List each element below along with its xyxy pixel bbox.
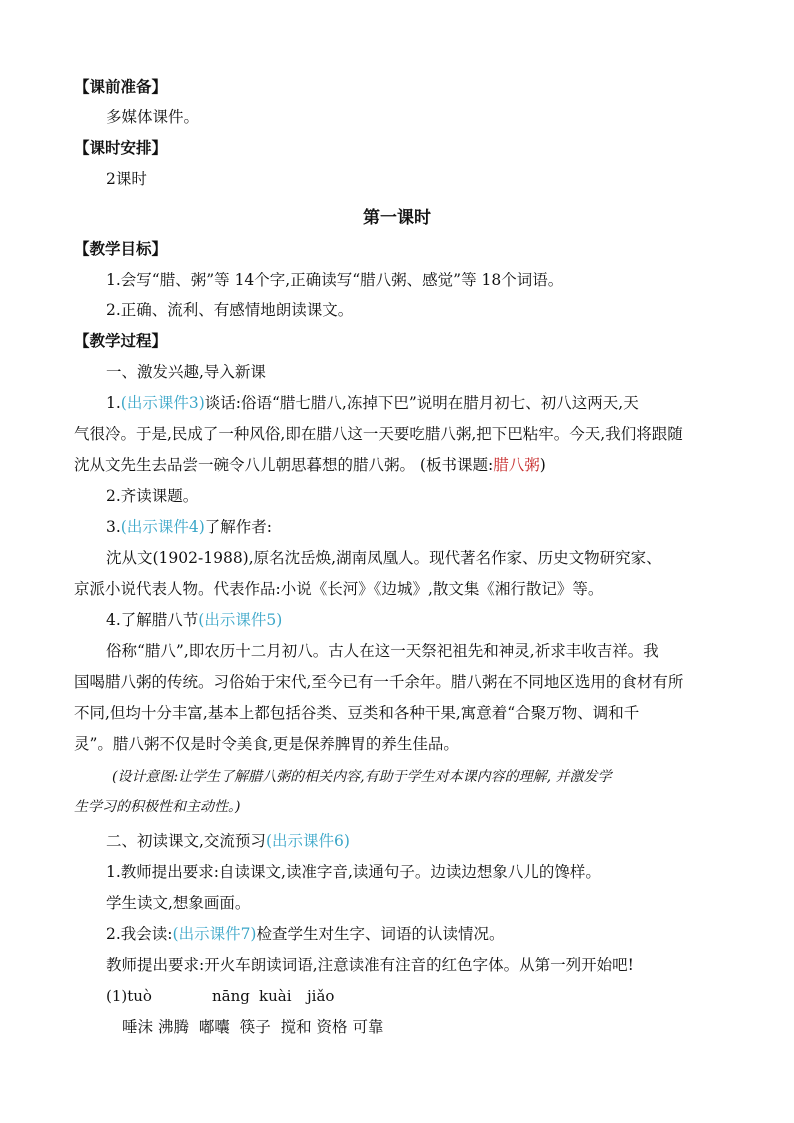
festival-line-3: 不同,但均十分丰富,基本上都包括谷类、豆类和各种干果,寓意着“合聚万物、调和千 <box>74 704 640 722</box>
step-4 <box>106 610 282 630</box>
step-1-line-1 <box>106 393 639 413</box>
section-2-text: 二、初读课文,交流预习 <box>106 832 266 850</box>
vocab-word: 搅和 <box>280 1018 312 1036</box>
read-step-3-suffix: 检查学生对生字、词语的认读情况。 <box>256 925 505 943</box>
vocab-word: 筷子 <box>239 1018 271 1036</box>
vocab-row <box>122 1017 384 1037</box>
read-step-3-prefix: 2.我会读: <box>106 925 173 943</box>
author-line-1: 沈从文(1902-1988),原名沈岳焕,湖南凤凰人。现代著名作家、历史文物研究家、 <box>106 549 662 567</box>
step-2: 2.齐读课题。 <box>106 487 199 505</box>
step-1-text-a: 谈话:俗语“腊七腊八,冻掉下巴”说明在腊月初七、初八这两天,天 <box>204 394 639 412</box>
prep-text: 多媒体课件。 <box>106 108 200 126</box>
step-3 <box>106 517 272 537</box>
festival-line-1: 俗称“腊八”,即农历十二月初八。古人在这一天祭祀祖先和神灵,祈求丰收吉祥。我 <box>106 642 659 660</box>
vocab-word: 可靠 <box>352 1018 384 1036</box>
courseware-6-tag: (出示课件6) <box>265 832 350 850</box>
step-3-suffix: 了解作者: <box>204 518 272 536</box>
schedule-heading: 【课时安排】 <box>74 139 168 157</box>
pinyin-1: nāng <box>212 987 250 1005</box>
pinyin-2: kuài <box>259 987 292 1005</box>
step-1-text-c: 沈从文先生去品尝一碗令八儿朝思暮想的腊八粥。 (板书课题: <box>74 456 494 474</box>
festival-line-2: 国喝腊八粥的传统。习俗始于宋代,至今已有一千余年。腊八粥在不同地区选用的食材有所 <box>74 673 684 691</box>
step-1-prefix: 1. <box>106 394 121 412</box>
vocab-word: 沸腾 <box>157 1018 189 1036</box>
step-4-prefix: 4.了解腊八节 <box>106 611 199 629</box>
goals-heading: 【教学目标】 <box>74 240 168 258</box>
read-step-2: 学生读文,想象画面。 <box>106 894 251 912</box>
lesson-title: 第一课时 <box>363 208 431 228</box>
step-1-close: ) <box>539 456 546 474</box>
schedule-text: 2课时 <box>106 170 147 188</box>
courseware-3-tag: (出示课件3) <box>120 394 205 412</box>
design-note-line-2: 生学习的积极性和主动性。) <box>74 799 241 815</box>
vocab-word: 嘟囔 <box>198 1018 230 1036</box>
author-line-2: 京派小说代表人物。代表作品:小说《长河》《边城》,散文集《湘行散记》等。 <box>74 580 604 598</box>
read-step-3 <box>106 924 505 944</box>
vocab-word: 唾沫 <box>122 1018 154 1036</box>
section-2-title <box>106 831 350 851</box>
board-title: 腊八粥 <box>493 456 540 474</box>
goal-item-2: 2.正确、流利、有感情地朗读课文。 <box>106 301 354 319</box>
read-step-1: 1.教师提出要求:自读课文,读准字音,读通句子。边读边想象八儿的馋样。 <box>106 863 601 881</box>
step-1-line-2: 气很冷。于是,民成了一种风俗,即在腊八这一天要吃腊八粥,把下巴粘牢。今天,我们将跟随 <box>74 425 683 443</box>
section-1-title: 一、激发兴趣,导入新课 <box>106 363 266 381</box>
festival-line-4: 灵”。腊八粥不仅是时令美食,更是保养脾胃的养生佳品。 <box>74 735 459 753</box>
read-step-4: 教师提出要求:开火车朗读词语,注意读准有注音的红色字体。从第一列开始吧! <box>106 956 634 974</box>
pinyin-3: jiǎo <box>307 987 335 1005</box>
step-3-prefix: 3. <box>106 518 121 536</box>
courseware-7-tag: (出示课件7) <box>172 925 257 943</box>
vocab-word: 资格 <box>316 1018 348 1036</box>
goal-item-1: 1.会写“腊、粥”等 14个字,正确读写“腊八粥、感觉”等 18个词语。 <box>106 271 564 289</box>
process-heading: 【教学过程】 <box>74 332 168 350</box>
step-1-line-3 <box>74 455 546 475</box>
design-note-line-1: (设计意图:让学生了解腊八粥的相关内容,有助于学生对本课内容的理解, 并激发学 <box>112 769 612 785</box>
pinyin-label: (1)tuò <box>106 987 152 1005</box>
prep-heading: 【课前准备】 <box>74 78 168 96</box>
courseware-5-tag: (出示课件5) <box>198 611 283 629</box>
courseware-4-tag: (出示课件4) <box>120 518 205 536</box>
